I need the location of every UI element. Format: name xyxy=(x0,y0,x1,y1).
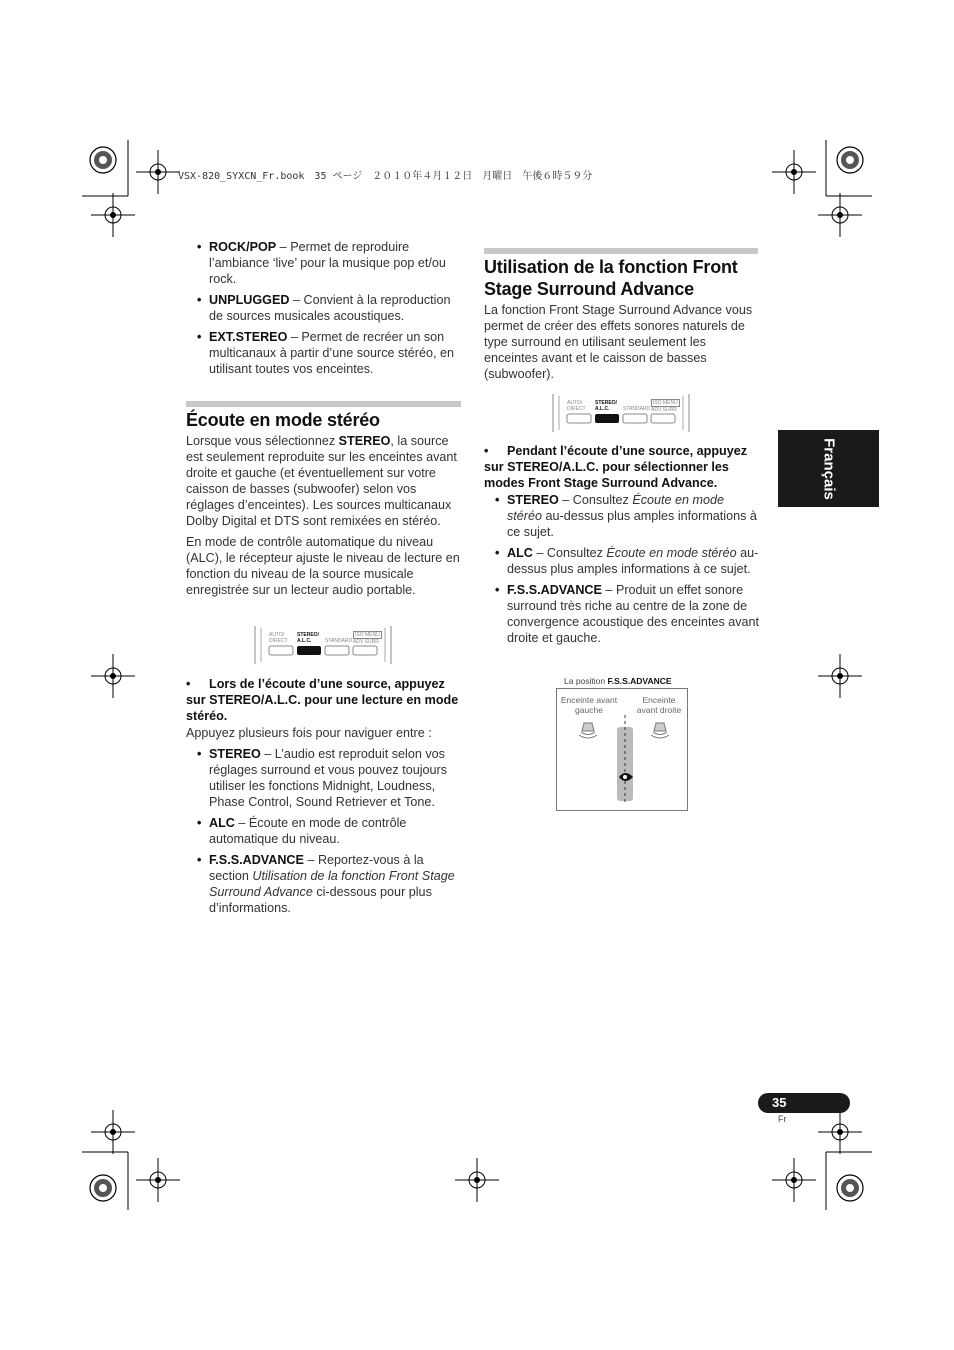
adv-surr-label: ADV SURR xyxy=(353,639,379,645)
list-item: • EXT.STEREO – Permet de recréer un son multicanaux à partir d’une source stéréo, en utilisant toutes vos enceintes. xyxy=(186,329,462,377)
stereo-intro: Lorsque vous sélectionnez STEREO, la source est seulement reproduite sur les enceintes avant droite et gauche (et éventuellement sur votre caisson de basses (subwoofer) selon vos réglages d’enceintes). Les sources multicanaux Dolby Digital et DTS sont remixées en stéréo. xyxy=(186,434,457,528)
section-divider-bar xyxy=(186,401,461,407)
standard-label: STANDARD xyxy=(623,406,651,412)
left-speaker-label: Enceinte avant gauche xyxy=(560,695,618,715)
right-speaker-label: Enceinte avant droite xyxy=(636,695,682,715)
stereo-alc-label: STEREO/ A.L.C. xyxy=(595,400,617,412)
stereo-section-body xyxy=(186,433,462,603)
fss-position-diagram xyxy=(556,688,688,811)
auto-direct-label: AUTO/ DIRECT xyxy=(269,632,288,644)
list-item: • ROCK/POP – Permet de reproduire l’ambiance ‘live’ pour la musique pop et/ou rock. xyxy=(186,239,462,287)
list-item: • F.S.S.ADVANCE – Produit un effet sonore surround très riche au centre de la zone de convergence acoustique des enceintes avant droite et gauche. xyxy=(484,582,760,646)
print-header-file-info: VSX-820_SYXCN_Fr.book 35 ページ ２０１０年４月１２日 月曜日 午後６時５９分 xyxy=(178,171,593,182)
adv-surr-label: ADV SURR xyxy=(651,407,677,413)
list-item: • ALC – Consultez Écoute en mode stéréo au-dessus plus amples informations à ce sujet. xyxy=(484,545,760,577)
alc-paragraph: En mode de contrôle automatique du niveau (ALC), le récepteur ajuste le niveau de lecture en fonction du niveau de la source musicale enregistrée sur un lecteur audio portable. xyxy=(186,535,460,597)
list-item: • UNPLUGGED – Convient à la reproduction de sources musicales acoustiques. xyxy=(186,292,462,324)
list-item: • STEREO – Consultez Écoute en mode stéréo au-dessus plus amples informations à ce sujet. xyxy=(484,492,760,540)
language-tab-label: Français xyxy=(820,437,837,500)
iso-menu-label: ISO MENU xyxy=(355,632,380,638)
section-divider-bar xyxy=(484,248,758,254)
page-number-badge xyxy=(758,1093,850,1113)
standard-label: STANDARD xyxy=(325,638,353,644)
right-speaker-icon xyxy=(651,723,669,738)
section-title-fss: Utilisation de la fonction Front Stage Surround Advance xyxy=(484,257,738,299)
stereo-alc-label: STEREO/ A.L.C. xyxy=(297,632,319,644)
section-title-stereo: Écoute en mode stéréo xyxy=(186,410,380,430)
fss-instructions xyxy=(484,443,760,651)
instruction-sub: Appuyez plusieurs fois pour naviguer entre : xyxy=(186,726,432,740)
left-column xyxy=(186,239,462,382)
stereo-instructions xyxy=(186,676,462,921)
instruction-step: • Lors de l’écoute d’une source, appuyez sur STEREO/A.L.C. pour une lecture en mode stéréo. xyxy=(186,677,459,723)
fss-intro: La fonction Front Stage Surround Advance vous permet de créer des effets sonores naturels de type surround en utilisant seulement les enceintes avant et le caisson de basses (subwoofer). xyxy=(484,303,753,381)
auto-direct-label: AUTO/ DIRECT xyxy=(567,400,586,412)
page-language-code: Fr xyxy=(778,1114,787,1124)
language-tab xyxy=(778,430,879,507)
list-item: • ALC – Écoute en mode de contrôle automatique du niveau. xyxy=(186,815,462,847)
fss-diagram-graphic xyxy=(557,689,687,810)
list-item: • STEREO – L’audio est reproduit selon vos réglages surround et vous pouvez toujours utiliser les fonctions Midnight, Loudness, Phase Control, Sound Retriever et Tone. xyxy=(186,746,462,810)
instruction-step: • Pendant l’écoute d’une source, appuyez sur STEREO/A.L.C. pour sélectionner les modes Front Stage Surround Advance. xyxy=(484,444,748,490)
diagram-caption: La position F.S.S.ADVANCE xyxy=(564,676,672,686)
front-panel-buttons-illustration xyxy=(551,394,691,432)
iso-menu-label: ISO MENU xyxy=(653,400,678,406)
left-speaker-icon xyxy=(579,723,597,738)
list-item: • F.S.S.ADVANCE – Reportez-vous à la section Utilisation de la fonction Front Stage Surround Advance ci-dessous pour plus d’informations. xyxy=(186,852,462,916)
page-number: 35 xyxy=(772,1095,787,1110)
front-panel-buttons-illustration xyxy=(253,626,393,664)
